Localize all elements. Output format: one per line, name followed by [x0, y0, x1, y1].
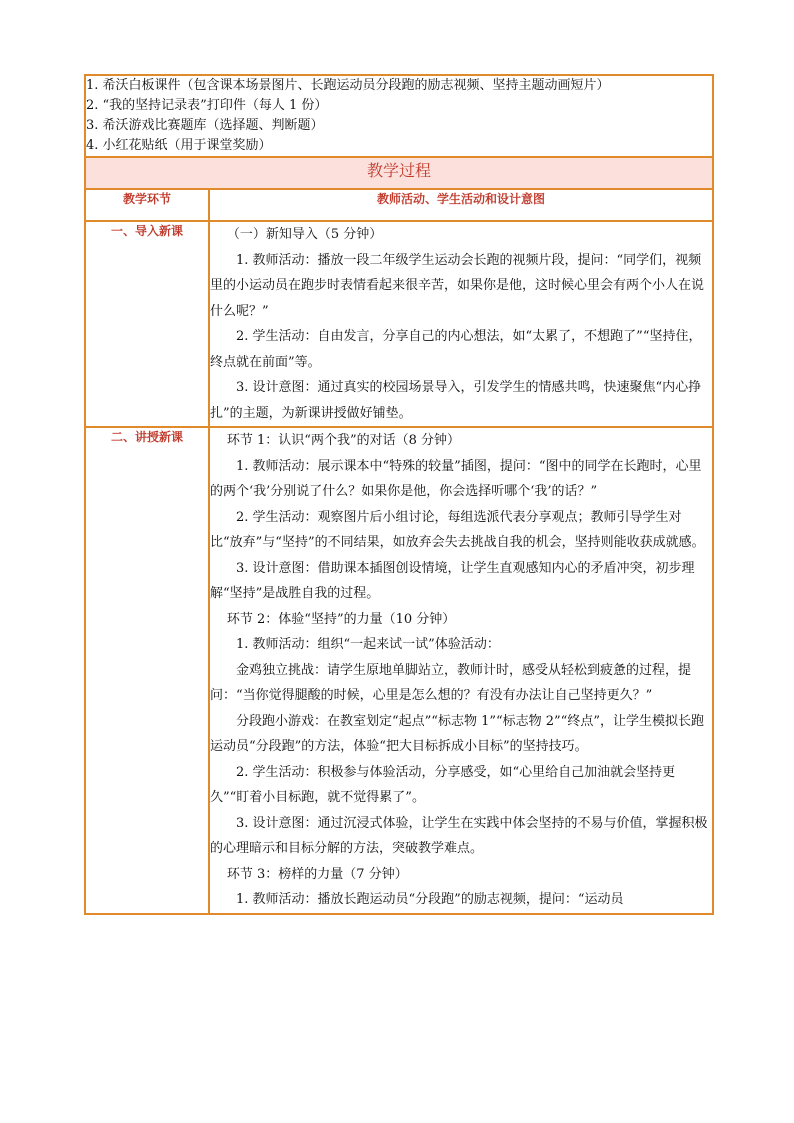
paragraph: 3. 设计意图：通过沉浸式体验，让学生在实践中体会坚持的不易与价值，掌握积极的心理暗示和目标分解的方法，突破教学难点。 [210, 815, 708, 856]
stage-row-intro [85, 221, 713, 427]
section-heading: 环节 2：体验“坚持”的力量（10 分钟） [226, 611, 456, 627]
paragraph: 1. 教师活动：组织“一起来试一试”体验活动： [236, 637, 500, 652]
paragraph: 1. 教师活动：播放长跑运动员“分段跑”的励志视频，提问：“运动员 [236, 892, 624, 907]
table-header-row [85, 189, 713, 221]
paragraph: 2. 学生活动：观察图片后小组讨论，每组选派代表分享观点；教师引导学生对比“放弃”与“坚持”的不同结果，如放弃会失去挑战自我的机会，坚持则能收获成就感。 [210, 509, 705, 550]
paragraph: 3. 设计意图：通过真实的校园场景导入，引发学生的情感共鸣，快速聚焦“内心挣扎”的主题，为新课讲授做好铺垫。 [210, 380, 702, 421]
materials-row [85, 75, 713, 157]
paragraph: 2. 学生活动：自由发言，分享自己的内心想法，如“太累了，不想跑了”“坚持住，终点就在前面”等。 [210, 329, 702, 370]
stage-name: 二、讲授新课 [85, 427, 209, 914]
stage-row-teaching [85, 427, 713, 914]
materials-list [85, 75, 713, 157]
stage-name: 一、导入新课 [85, 221, 209, 427]
section-heading: 环节 3：榜样的力量（7 分钟） [226, 866, 408, 882]
section-title: 教学过程 [85, 157, 713, 189]
material-item: 3. 希沃游戏比赛题库（选择题、判断题） [86, 118, 324, 133]
lesson-plan-table [84, 74, 714, 915]
content-column-header: 教师活动、学生活动和设计意图 [209, 189, 713, 221]
material-item: 4. 小红花贴纸（用于课堂奖励） [86, 138, 272, 153]
stage-content [209, 221, 713, 427]
stage-column-header: 教学环节 [85, 189, 209, 221]
paragraph: 3. 设计意图：借助课本插图创设情境，让学生直观感知内心的矛盾冲突，初步理解“坚持”是战胜自我的过程。 [210, 560, 695, 601]
section-heading: （一）新知导入（5 分钟） [226, 227, 383, 242]
paragraph: 金鸡独立挑战：请学生原地单脚站立，教师计时，感受从轻松到疲惫的过程，提问：“当你觉得腿酸的时候，心里是怎么想的？有没有办法让自己坚持更久？” [210, 662, 692, 703]
section-heading: 环节 1：认识“两个我”的对话（8 分钟） [226, 433, 460, 448]
stage-content [209, 427, 713, 914]
paragraph: 1. 教师活动：展示课本中“特殊的较量”插图，提问：“图中的同学在长跑时，心里的两个‘我’分别说了什么？如果你是他，你会选择听哪个‘我’的话？” [210, 458, 702, 499]
paragraph: 1. 教师活动：播放一段二年级学生运动会长跑的视频片段，提问：“同学们，视频里的小运动员在跑步时表情看起来很辛苦，如果你是他，这时候心里会有两个小人在说什么呢？” [210, 252, 705, 319]
material-item: 2. “我的坚持记录表”打印件（每人 1 份） [86, 98, 328, 113]
paragraph: 分段跑小游戏：在教室划定“起点”“标志物 1”“标志物 2”“终点”，让学生模拟长跑运动员“分段跑”的方法，体验“把大目标拆成小目标”的坚持技巧。 [210, 713, 704, 754]
section-title-row [85, 157, 713, 189]
paragraph: 2. 学生活动：积极参与体验活动，分享感受，如“心里给自己加油就会坚持更久”“盯着小目标跑，就不觉得累了”。 [210, 764, 676, 805]
material-item: 1. 希沃白板课件（包含课本场景图片、长跑运动员分段跑的励志视频、坚持主题动画短片） [86, 78, 610, 93]
